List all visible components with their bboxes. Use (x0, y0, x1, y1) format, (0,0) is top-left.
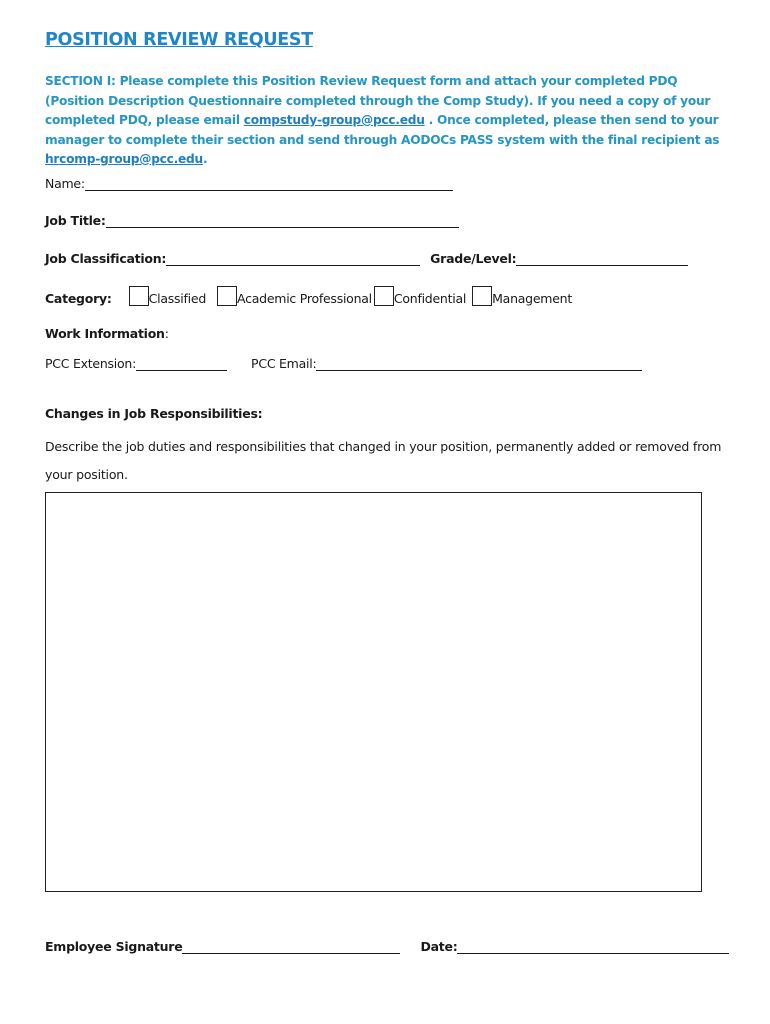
work-information-label: Work Information (45, 326, 165, 341)
job-classification-field[interactable] (166, 251, 420, 266)
work-information-colon: : (164, 326, 169, 341)
pcc-email-label: PCC Email: (251, 356, 317, 371)
employee-signature-label: Employee Signature (45, 939, 183, 954)
pcc-extension-field[interactable] (136, 356, 227, 371)
management-label: Management (492, 291, 572, 306)
confidential-label: Confidential (393, 291, 467, 306)
form-title: POSITION REVIEW REQUEST (45, 30, 313, 50)
category-label: Category: (45, 291, 112, 306)
classified-label: Classified (148, 291, 207, 306)
changes-heading (45, 406, 262, 421)
pcc-extension-label: PCC Extension: (45, 356, 137, 371)
name-label: Name: (45, 176, 85, 191)
name-row (45, 176, 453, 191)
name-field[interactable] (85, 176, 453, 191)
compstudy-email-link[interactable]: compstudy-group@pcc.edu (243, 113, 425, 127)
grade-level-label: Grade/Level: (430, 251, 517, 266)
category-option-management[interactable] (472, 286, 572, 306)
category-option-confidential[interactable] (374, 286, 466, 306)
job-title-field[interactable] (106, 213, 459, 228)
signature-row (45, 939, 729, 954)
work-contact-row (45, 356, 642, 371)
classified-checkbox[interactable] (129, 286, 149, 306)
pcc-email-field[interactable] (316, 356, 642, 371)
job-title-row (45, 213, 459, 228)
intro-text-1: SECTION I: Please complete this Position Review Request form and attach your completed PDQ (Position Description Questionnaire completed through the Comp Study). If you need a copy of your completed PDQ, please email (45, 74, 711, 127)
academic-professional-label: Academic Professional (237, 291, 372, 306)
hrcomp-email-link[interactable]: hrcomp-group@pcc.edu (45, 152, 203, 166)
job-classification-label: Job Classification: (45, 251, 167, 266)
classification-row (45, 251, 688, 266)
section-intro (45, 72, 735, 170)
date-field[interactable] (457, 939, 729, 954)
confidential-checkbox[interactable] (374, 286, 394, 306)
category-option-classified[interactable] (129, 286, 206, 306)
category-row (45, 286, 572, 306)
academic-professional-checkbox[interactable] (217, 286, 237, 306)
category-option-academic-professional[interactable] (217, 286, 372, 306)
management-checkbox[interactable] (472, 286, 492, 306)
employee-signature-field[interactable] (182, 939, 400, 954)
grade-level-field[interactable] (516, 251, 688, 266)
date-label: Date: (420, 939, 458, 954)
job-title-label: Job Title: (45, 213, 106, 228)
intro-text-3: . (202, 152, 208, 166)
changes-heading-label: Changes in Job Responsibilities: (45, 406, 263, 421)
changes-text-area[interactable] (45, 492, 702, 892)
changes-description: Describe the job duties and responsibilities that changed in your position, permanently added or removed from your position. (45, 439, 722, 482)
work-information-heading (45, 326, 169, 341)
intro-text-2: . Once completed, please then send to your manager to complete their section and send through AODOCs PASS system with the final recipient as (45, 113, 720, 147)
